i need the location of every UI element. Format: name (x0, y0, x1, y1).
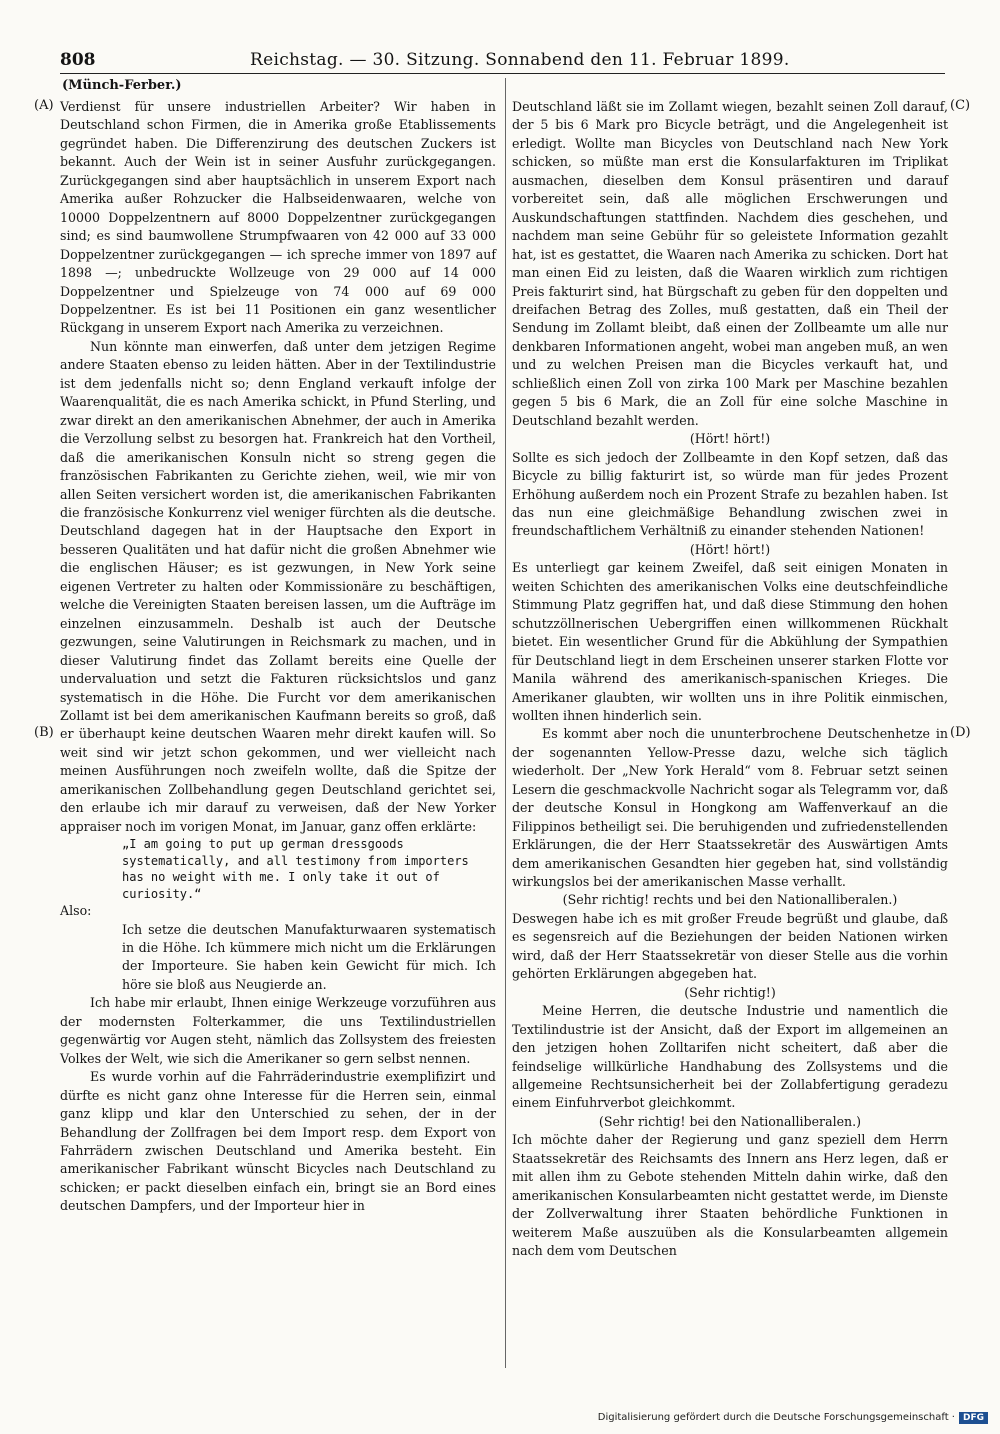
speaker-name: (Münch-Ferber.) (62, 78, 182, 93)
page-header (60, 50, 945, 72)
margin-marker-b: (B) (34, 725, 54, 740)
paragraph: Ich möchte daher der Regierung und ganz speziell dem Herrn Staatssekretär des Reichsamts des Innern ans Herz legen, daß er mit allen ihm zu Gebote stehenden Mitteln dahin wirke, daß den amerikanischen Konsularbeamten nicht gestattet werde, im Dienste der Zollverwaltung ihrer Staaten behördliche Funktionen in weiterem Maße auszuüben als die Konsularbeamten allgemein nach dem vom Deutschen (512, 1132, 948, 1259)
margin-marker-c: (C) (950, 98, 971, 113)
paragraph: Nun könnte man einwerfen, daß unter dem jetzigen Regime andere Staaten ebenso zu leiden hätten. Aber in der Textilindustrie ist dem jedenfalls nicht so; denn England verkauft infolge der Waarenqualität, die es nach Amerika schickt, in Pfund Sterling, und zwar direkt an den amerikanischen Abnehmer, der auch in Amerika die Verzollung selbst zu besorgen hat. Frankreich hat den Vortheil, daß die amerikanischen Konsuln nicht so streng gegen die französischen Fabrikanten zu Gerichte ziehen, weil, wie mir von allen Seiten versichert worden ist, die amerikanischen Fabrikanten die französische Konkurrenz viel weniger fürchten als die deutsche. Deutschland dagegen hat in der Hauptsache den Export in besseren Qualitäten und hat dafür nicht die großen Abnehmer wie die englischen Häuser; es ist gezwungen, in New York seine eigenen Vertreter zu halten oder Kommissionäre zu beschäftigen, welche die Vereinigten Staaten bereisen lassen, um die Aufträge im einzelnen einzusammeln. Deshalb ist auch der Deutsche gezwungen, seine Valutirungen in Reichsmark zu machen, und in dieser Valutirung findet das Zollamt bereits eine Quelle der undervaluation und setzt die Fakturen rücksichtslos und ganz systematisch in die Höhe. Die Furcht vor dem amerikanischen Zollamt ist bei dem amerikanischen Kaufmann bereits so groß, daß er überhaupt keine deutschen Waaren mehr direkt kaufen will. So weit sind wir jetzt schon gekommen, und wer vielleicht nach meinen Ausführungen noch zweifeln wollte, daß die Spitze der amerikanischen Zollbehandlung gegen Deutschland gerichtet sei, den erlaube ich mir darauf zu verweisen, daß der New Yorker appraiser noch im vorigen Monat, im Januar, ganz offen erklärte: (60, 338, 496, 834)
left-column (60, 98, 496, 1216)
page-number: 808 (60, 50, 96, 70)
interjection: (Sehr richtig! rechts und bei den Nationalliberalen.) (562, 892, 898, 908)
dfg-logo: DFG (959, 1412, 988, 1424)
interjection: (Hört! hört!) (689, 431, 771, 447)
margin-marker-d: (D) (950, 725, 971, 740)
english-quote: „I am going to put up german dressgoods systematically, and all testimony from importers has no weight with me. I only take it out of curiosity.“ (122, 837, 469, 901)
header-rule (60, 73, 945, 74)
paragraph: Deswegen habe ich es mit großer Freude begrüßt und glaube, daß es segensreich auf die Beziehungen der beiden Nationen wirken wird, daß der Herr Staatssekretär von dieser Stelle aus die vorhin gehörten Erklärungen abgegeben hat. (512, 910, 948, 982)
column-divider (505, 78, 506, 1368)
interjection: (Sehr richtig!) (684, 984, 776, 1000)
interjection: (Hört! hört!) (689, 541, 771, 557)
paragraph: Es wurde vorhin auf die Fahrräderindustrie exemplifizirt und dürfte es nicht ganz ohne Interesse für die Herren sein, einmal ganz klipp und klar den Unterschied zu sehen, der in der Behandlung der Zollfragen bei dem Import resp. dem Export von Fahrrädern zwischen Deutschland und Amerika besteht. Ein amerikanischer Fabrikant wünscht Bicycles nach Deutschland zu schicken; er packt dieselben einfach ein, bringt sie an Bord eines deutschen Dampfers, und der Importeur hier in (60, 1069, 496, 1214)
paragraph: Sollte es sich jedoch der Zollbeamte in den Kopf setzen, daß das Bicycle zu billig fakturirt ist, so würde man für jedes Prozent Erhöhung außerdem noch ein Prozent Strafe zu bezahlen haben. Ist das nun eine gleichmäßige Behandlung zwischen zwei in freundschaftlichem Verhältniß zu einander stehenden Nationen! (512, 449, 948, 539)
paragraph: Verdienst für unsere industriellen Arbeiter? Wir haben in Deutschland schon Firmen, die in Amerika große Etablissements gegründet haben. Die Differenzirung des deutschen Zuckers ist bekannt. Auch der Wein ist in seiner Ausfuhr zurückgegangen. Zurückgegangen sind aber hauptsächlich in unserem Export nach Amerika außer Rohzucker die Halbseidenwaaren, welche von 10000 Doppelzentnern auf 8000 Doppelzentner zurückgegangen sind; es sind baumwollene Strumpfwaaren von 42 000 auf 33 000 Doppelzentner zurückgegangen — ich spreche immer von 1897 auf 1898 —; unbedruckte Wollzeuge von 29 000 auf 14 000 Doppelzentner und Spielzeuge von 74 000 auf 69 000 Doppelzentner. Es ist bei 11 Positionen ein ganz wesentlicher Rückgang in unserem Export nach Amerika zu verzeichnen. (60, 99, 496, 336)
funding-footer (598, 1412, 988, 1424)
footer-text: Digitalisierung gefördert durch die Deutsche Forschungsgemeinschaft · (597, 1412, 955, 1423)
paragraph: Deutschland läßt sie im Zollamt wiegen, bezahlt seinen Zoll darauf, der 5 bis 6 Mark pro Bicycle beträgt, und die Angelegenheit ist erledigt. Wollte man Bicycles von Deutschland nach New York schicken, so müßte man erst die Konsularfakturen im Triplikat ausmachen, dieselben dem Konsul präsentiren und darauf vorbereitet sein, daß alle möglichen Erschwerungen und Auskundschaftungen stattfinden. Nachdem dies geschehen, und nachdem man seine Gebühr für so geleistete Information gezahlt hat, ist es gestattet, die Waaren nach Amerika zu schicken. Dort hat man einen Eid zu leisten, daß die Waaren wirklich zum richtigen Preis fakturirt sind, hat Bürgschaft zu geben für den doppelten und dreifachen Betrag des Zolles, muß gestatten, daß ein Theil der Sendung im Zollamt bleibt, daß einen der Zollbeamte um alle nur denkbaren Informationen angeht, wobei man angeben muß, an wen und zu welchen Preisen man die Bicycles verkauft hat, und schließlich einen Zoll von zirka 100 Mark per Maschine bezahlen gegen 5 bis 6 Mark, die an Zoll für eine solche Maschine in Deutschland bezahlt werden. (512, 99, 948, 428)
paragraph: Also: (60, 903, 92, 919)
running-title: Reichstag. — 30. Sitzung. Sonnabend den 11. Februar 1899. (250, 50, 790, 70)
paragraph: Ich habe mir erlaubt, Ihnen einige Werkzeuge vorzuführen aus der modernsten Folterkammer, die uns Textilindustriellen gegenwärtig vor Augen steht, nämlich das Zollsystem des freiesten Volkes der Welt, wie sich die Amerikaner so gern selbst nennen. (60, 995, 496, 1066)
paragraph: Meine Herren, die deutsche Industrie und namentlich die Textilindustrie ist der Ansicht, daß der Export im allgemeinen an den jetzigen hohen Zolltarifen nicht scheitert, daß aber die feindselige willkürliche Handhabung des Zollsystems und die allgemeine Rechtsunsicherheit bei der Zollabfertigung geradezu einem Einfuhrverbot gleichkommt. (512, 1003, 948, 1111)
right-column (512, 98, 948, 1261)
paragraph: Es unterliegt gar keinem Zweifel, daß seit einigen Monaten in weiten Schichten des amerikanischen Volks eine deutschfeindliche Stimmung Platz gegriffen hat, und daß diese Stimmung den hohen schutzzöllnerischen Uebergriffen einen willkommenen Rückhalt bietet. Ein wesentlicher Grund für die Abkühlung der Sympathien für Deutschland liegt in dem Erscheinen unserer starken Flotte vor Manila während des amerikanisch-spanischen Krieges. Die Amerikaner glaubten, wir wollten uns in ihre Politik einmischen, wollten ihnen hinderlich sein. (512, 560, 948, 723)
interjection: (Sehr richtig! bei den Nationalliberalen.) (598, 1113, 862, 1129)
german-translation: Ich setze die deutschen Manufakturwaaren systematisch in die Höhe. Ich kümmere mich nicht um die Erklärungen der Importeure. Sie haben kein Gewicht für mich. Ich höre sie bloß aus Neugierde an. (122, 921, 496, 992)
paragraph: Es kommt aber noch die ununterbrochene Deutschenhetze in der sogenannten Yellow-Presse dazu, welche sich täglich wiederholt. Der „New York Herald“ vom 8. Februar setzt seinen Lesern die geschmackvolle Nachricht sogar als Telegramm vor, daß der deutsche Konsul in Hongkong am Waffenverkauf an die Filippinos betheiligt sei. Die beruhigenden und zufriedenstellenden Erklärungen, die der Herr Staatssekretär des Auswärtigen Amts dem amerikanischen Gesandten hier gegeben hat, sind vollständig wirkungslos bei der amerikanischen Masse verhallt. (512, 726, 948, 890)
margin-marker-a: (A) (34, 98, 54, 113)
